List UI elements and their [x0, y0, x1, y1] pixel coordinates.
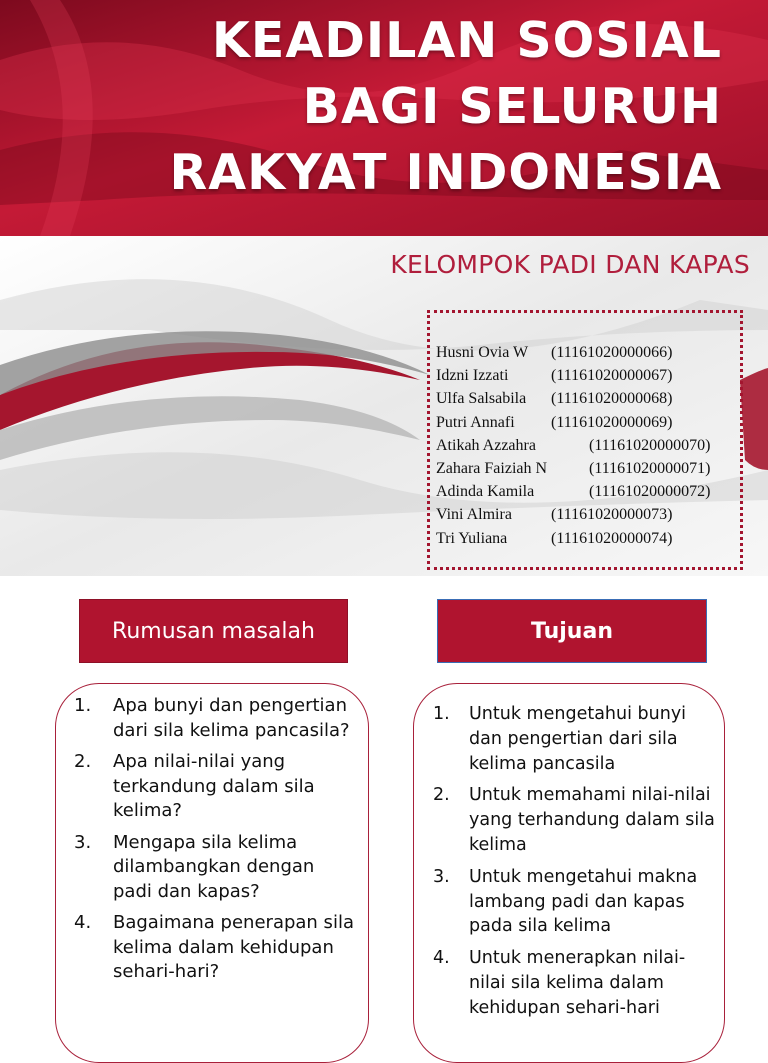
member-id: (11161020000070) [589, 436, 711, 454]
member-row [436, 457, 740, 480]
list-number: 4. [74, 912, 92, 933]
member-name: Vini Almira [436, 506, 512, 524]
member-row [436, 527, 740, 550]
member-id: (11161020000066) [551, 344, 673, 361]
group-subtitle: KELOMPOK PADI DAN KAPAS [390, 250, 750, 279]
member-id: (11161020000074) [551, 529, 673, 547]
list-item [74, 911, 358, 985]
member-row [436, 434, 740, 457]
member-id: (11161020000069) [551, 413, 673, 431]
member-row [436, 480, 740, 503]
slide-title [169, 8, 722, 206]
list-item [433, 946, 718, 1020]
tujuan-card [413, 683, 725, 1063]
list-number: 4. [433, 948, 450, 969]
list-item [433, 783, 718, 857]
list-number: 2. [74, 751, 92, 772]
list-text: Untuk mengetahui bunyi dan pengertian dari sila kelima pancasila [469, 704, 687, 774]
member-id: (11161020000068) [551, 390, 673, 408]
list-text: Untuk menerapkan nilai-nilai sila kelima dalam kehidupan sehari-hari [469, 948, 686, 1018]
member-name: Atikah Azzahra [436, 436, 536, 454]
rumusan-masalah-heading: Rumusan masalah [79, 599, 348, 663]
member-list-box [427, 310, 743, 570]
member-name: Idzni Izzati [436, 367, 509, 385]
title-line-1: KEADILAN SOSIAL [211, 12, 722, 69]
list-item [74, 750, 358, 824]
title-line-2: BAGI SELURUH [302, 78, 722, 135]
member-id: (11161020000071) [589, 460, 711, 478]
member-id: (11161020000072) [589, 483, 711, 501]
member-id: (11161020000073) [551, 506, 673, 524]
member-id: (11161020000067) [551, 367, 673, 385]
tujuan-heading: Tujuan [437, 599, 707, 663]
list-item [433, 702, 718, 776]
member-name: Husni Ovia W [436, 344, 529, 361]
rumusan-list [56, 684, 368, 985]
list-number: 3. [74, 831, 92, 853]
rumusan-masalah-card [55, 683, 369, 1063]
list-item [74, 831, 358, 905]
list-text: Bagaimana penerapan sila kelima dalam kehidupan sehari-hari? [113, 912, 354, 982]
title-line-3: RAKYAT INDONESIA [169, 144, 722, 201]
list-item [74, 694, 358, 743]
member-row [436, 411, 740, 434]
list-number: 2. [433, 785, 450, 806]
list-text: Apa bunyi dan pengertian dari sila kelima pancasila? [113, 695, 350, 741]
member-name: Adinda Kamila [436, 483, 535, 501]
list-text: Untuk mengetahui makna lambang padi dan kapas pada sila kelima [469, 866, 698, 937]
member-row [436, 364, 740, 387]
list-number: 1. [433, 704, 450, 724]
member-name: Putri Annafi [436, 413, 515, 431]
member-row [436, 341, 740, 364]
member-row [436, 387, 740, 410]
member-name: Zahara Faiziah N [436, 460, 548, 478]
member-name: Tri Yuliana [436, 529, 508, 547]
tujuan-list [414, 684, 724, 1021]
list-text: Mengapa sila kelima dilambangkan dengan padi dan kapas? [113, 831, 315, 902]
list-text: Untuk memahami nilai-nilai yang terhandung dalam sila kelima [469, 785, 715, 855]
member-row [436, 503, 740, 526]
list-number: 3. [433, 866, 450, 887]
list-number: 1. [74, 695, 92, 716]
member-name: Ulfa Salsabila [436, 390, 527, 408]
list-item [433, 865, 718, 939]
list-text: Apa nilai-nilai yang terkandung dalam sila kelima? [113, 751, 315, 821]
